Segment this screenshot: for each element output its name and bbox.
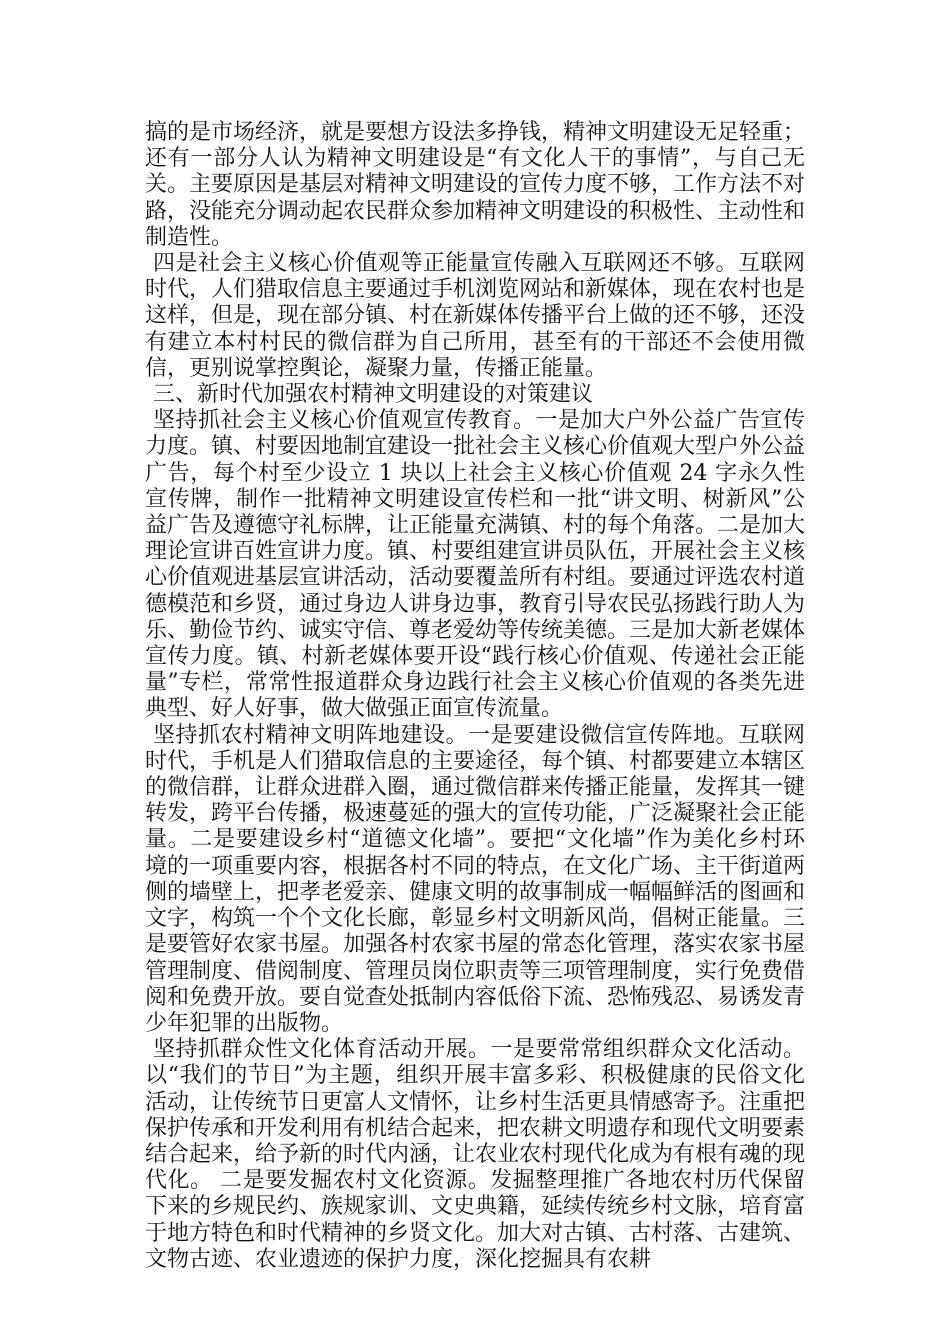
paragraph-point-four: 四是社会主义核心价值观等正能量宣传融入互联网还不够。互联网时代，人们猎取信息主要通过手机浏览网站和新媒体，现在农村也是这样，但是，现在部分镇、村在新媒体传播平台上做的还不够，还没有建立本村村民的微信群为自己所用，甚至有的干部还不会使用微信，更别说掌控舆论，凝聚力量，传播正能量。 bbox=[145, 251, 806, 381]
paragraph-civilization-positions: 坚持抓农村精神文明阵地建设。一是要建设微信宣传阵地。互联网时代，手机是人们猎取信息的主要途径，每个镇、村都要建立本辖区的微信群，让群众进群入圈，通过微信群来传播正能量，发挥其一键转发，跨平台传播，极速蔓延的强大的宣传功能，广泛凝聚社会正能量。二是要建设乡村“道德文化墙”。要把“文化墙”作为美化乡村环境的一项重要内容，根据各村不同的特点，在文化广场、主干街道两侧的墙壁上，把孝老爱亲、健康文明的故事制成一幅幅鲜活的图画和文字，构筑一个个文化长廊，彰显乡村文明新风尚，倡树正能量。三是要管好农家书屋。加强各村农家书屋的常态化管理，落实农家书屋管理制度、借阅制度、管理员岗位职责等三项管理制度，实行免费借阅和免费开放。要自觉查处抵制内容低俗下流、恐怖残忍、易诱发青少年犯罪的出版物。 bbox=[145, 722, 806, 1036]
section-heading: 三、新时代加强农村精神文明建设的对策建议 bbox=[153, 382, 594, 408]
document-page bbox=[145, 120, 805, 1273]
paragraph-core-values-education: 坚持抓社会主义核心价值观宣传教育。一是加大户外公益广告宣传力度。镇、村要因地制宜建设一批社会主义核心价值观大型户外公益广告，每个村至少设立 1 块以上社会主义核心价值观 24 字永久性宣传牌，制作一批精神文明建设宣传栏和一批“讲文明、树新风”公益广告及遵德守礼标牌，让正能量充满镇、村的每个角落。二是加大理论宣讲百姓宣讲力度。镇、村要组建宣讲员队伍，开展社会主义核心价值观进基层宣讲活动，活动要覆盖所有村组。要通过评选农村道德模范和乡贤，通过身边人讲身边事，教育引导农民弘扬践行助人为乐、勤俭节约、诚实守信、尊老爱幼等传统美德。三是加大新老媒体宣传力度。镇、村新老媒体要开设“践行核心价值观、传递社会正能量”专栏，常常性报道群众身边践行社会主义核心价值观的各类先进典型、好人好事，做大做强正面宣传流量。 bbox=[145, 408, 806, 722]
paragraph-continuation: 搞的是市场经济，就是要想方设法多挣钱，精神文明建设无足轻重；还有一部分人认为精神文明建设是“有文化人干的事情”，与自己无关。主要原因是基层对精神文明建设的宣传力度不够，工作方法不对路，没能充分调动起农民群众参加精神文明建设的积极性、主动性和制造性。 bbox=[145, 120, 806, 250]
paragraph-cultural-activities: 坚持抓群众性文化体育活动开展。一是要常常组织群众文化活动。以“我们的节日”为主题，组织开展丰富多彩、积极健康的民俗文化活动，让传统节日更富人文情怀，让乡村生活更具情感寄予。注重把保护传承和开发利用有机结合起来，把农耕文明遗存和现代文明要素结合起来，给予新的时代内涵，让农业农村现代化成为有根有魂的现代化。 二是要发掘农村文化资源。发掘整理推广各地农村历代保留下来的乡规民约、族规家训、文史典籍，延续传统乡村文脉，培育富于地方特色和时代精神的乡贤文化。加大对古镇、古村落、古建筑、文物古迹、农业遗迹的保护力度，深化挖掘具有农耕 bbox=[145, 1037, 806, 1272]
